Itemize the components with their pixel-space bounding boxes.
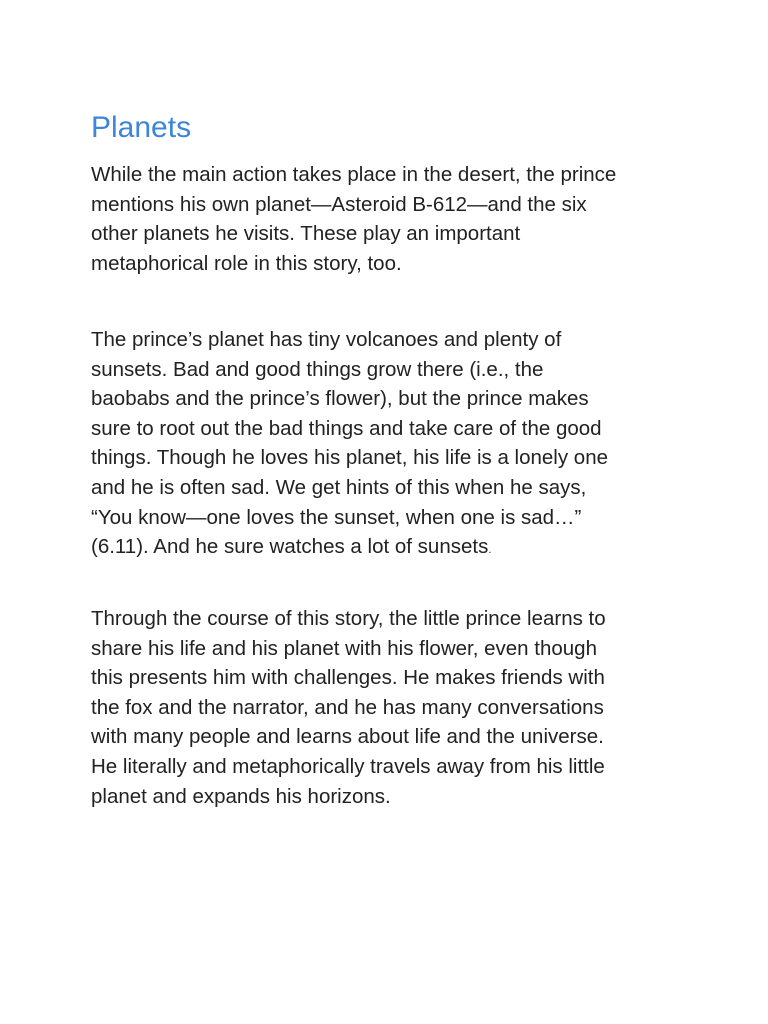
text-line: mentions his own planet—Asteroid B-612—and the six — [91, 192, 587, 216]
trailing-period: . — [488, 544, 492, 557]
text-line: share his life and his planet with his flower, even though — [91, 636, 597, 660]
paragraph-asteroid-intro — [91, 160, 681, 278]
text-line: Through the course of this story, the little prince learns to — [91, 607, 606, 630]
text-line: baobabs and the prince’s flower), but the prince makes — [91, 387, 589, 411]
text-line: “You know—one loves the sunset, when one is sad…” — [91, 505, 582, 529]
text-line: While the main action takes place in the desert, the prince — [91, 163, 617, 186]
text-line: other planets he visits. These play an important — [91, 222, 521, 246]
text-line: and he is often sad. We get hints of this when he says, — [91, 475, 587, 499]
paragraph-princes-planet — [91, 325, 681, 566]
text-line: with many people and learns about life and the universe. — [91, 725, 604, 749]
text-line: metaphorical role in this story, too. — [91, 251, 402, 275]
text-line: this presents him with challenges. He makes friends with — [91, 666, 605, 690]
text-line: He literally and metaphorically travels away from his little — [91, 754, 605, 778]
text-line-with-trailing-dot — [91, 532, 681, 566]
paragraph-prince-growth — [91, 604, 681, 811]
text-line: sure to root out the bad things and take care of the good — [91, 416, 602, 440]
section-heading: Planets — [91, 111, 192, 144]
text-line: (6.11). And he sure watches a lot of sunsets — [91, 535, 489, 559]
text-line: sunsets. Bad and good things grow there (i.e., the — [91, 357, 544, 381]
text-line: The prince’s planet has tiny volcanoes and plenty of — [91, 328, 562, 351]
text-line: the fox and the narrator, and he has many conversations — [91, 695, 604, 719]
text-line: things. Though he loves his planet, his life is a lonely one — [91, 446, 609, 470]
text-line: planet and expands his horizons. — [91, 784, 391, 808]
